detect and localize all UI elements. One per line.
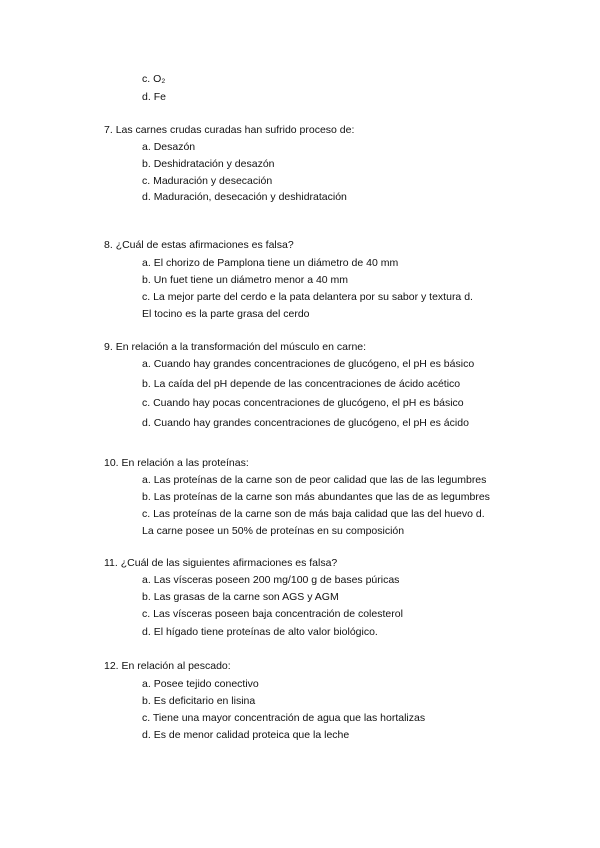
option-d: d. Cuando hay grandes concentraciones de glucógeno, el pH es ácido (142, 417, 469, 429)
option-a: a. El chorizo de Pamplona tiene un diámetro de 40 mm (142, 257, 399, 269)
option-b: b. Deshidratación y desazón (142, 158, 275, 170)
option-c: c. O₂ (142, 73, 166, 85)
option-b: b. Es deficitario en lisina (142, 695, 256, 707)
option-a: a. Cuando hay grandes concentraciones de glucógeno, el pH es básico (142, 358, 475, 370)
question-8: 8. ¿Cuál de estas afirmaciones es falsa? (104, 239, 294, 251)
option-c: c. La mejor parte del cerdo e la pata delantera por su sabor y textura d. (142, 291, 473, 303)
option-c: c. Las vísceras poseen baja concentración de colesterol (142, 608, 403, 620)
option-continuation: El tocino es la parte grasa del cerdo (142, 308, 310, 320)
option-c: c. Cuando hay pocas concentraciones de glucógeno, el pH es básico (142, 397, 464, 409)
option-d: d. Es de menor calidad proteica que la leche (142, 729, 350, 741)
option-a: a. Las vísceras poseen 200 mg/100 g de bases púricas (142, 574, 400, 586)
option-c: c. Tiene una mayor concentración de agua que las hortalizas (142, 712, 426, 724)
option-c: c. Maduración y desecación (142, 175, 273, 187)
option-continuation: La carne posee un 50% de proteínas en su composición (142, 525, 405, 537)
option-b: b. Un fuet tiene un diámetro menor a 40 mm (142, 274, 349, 286)
option-d: d. El hígado tiene proteínas de alto valor biológico. (142, 626, 378, 638)
question-9: 9. En relación a la transformación del músculo en carne: (104, 341, 367, 353)
question-10: 10. En relación a las proteínas: (104, 457, 249, 469)
option-a: a. Las proteínas de la carne son de peor calidad que las de las legumbres (142, 474, 487, 486)
option-a: a. Posee tejido conectivo (142, 678, 259, 690)
option-b: b. Las grasas de la carne son AGS y AGM (142, 591, 339, 603)
option-b: b. La caída del pH depende de las concentraciones de ácido acético (142, 378, 461, 390)
question-11: 11. ¿Cuál de las siguientes afirmaciones es falsa? (104, 557, 338, 569)
option-b: b. Las proteínas de la carne son más abundantes que las de as legumbres (142, 491, 490, 503)
option-d: d. Fe (142, 91, 166, 103)
option-d: d. Maduración, desecación y deshidratación (142, 191, 347, 203)
question-7: 7. Las carnes crudas curadas han sufrido proceso de: (104, 124, 355, 136)
option-c: c. Las proteínas de la carne son de más baja calidad que las del huevo d. (142, 508, 485, 520)
question-12: 12. En relación al pescado: (104, 660, 231, 672)
option-a: a. Desazón (142, 141, 196, 153)
